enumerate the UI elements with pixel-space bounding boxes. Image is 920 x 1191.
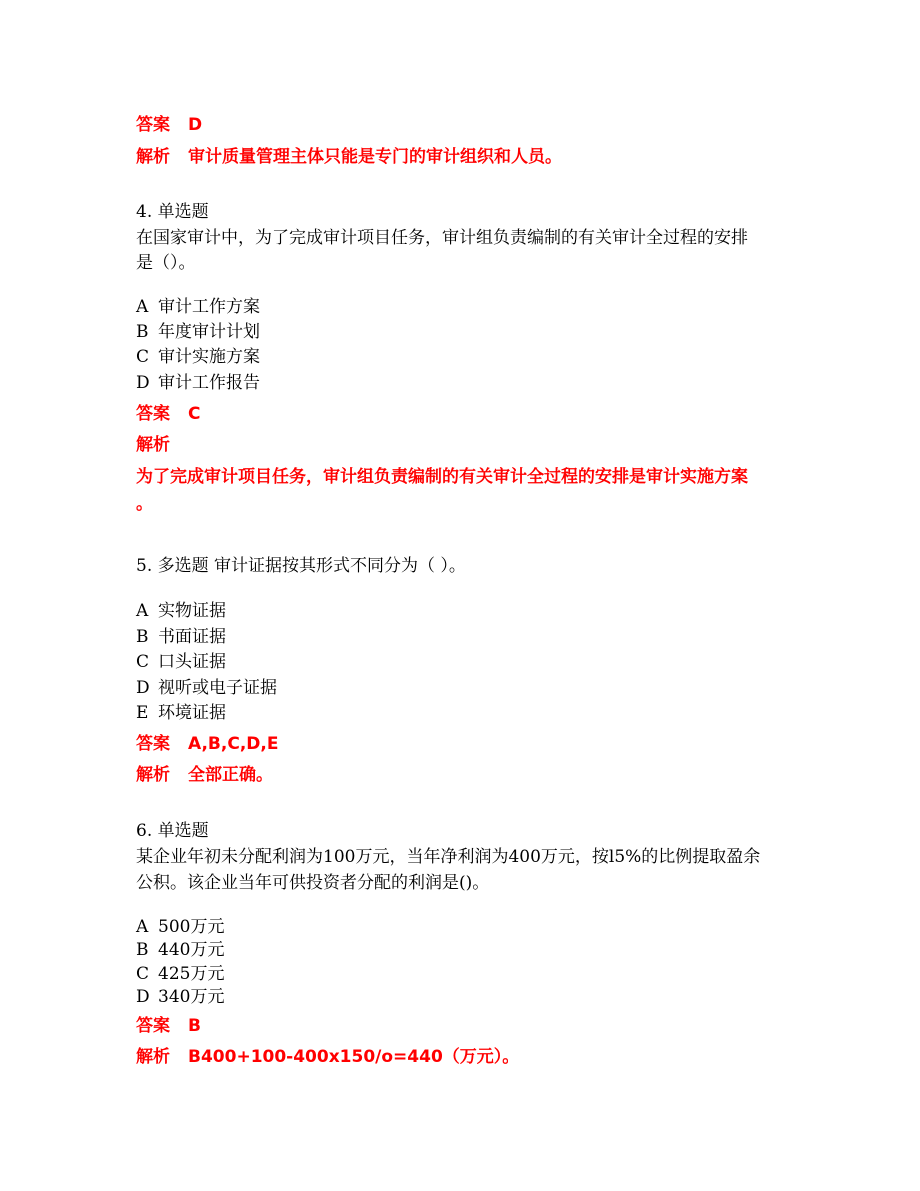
answer-label: 答案 [136, 404, 170, 424]
answer-label: 答案 [136, 115, 170, 135]
q6-option-b [136, 939, 224, 961]
q4-option-b [136, 321, 260, 343]
q4-header: 4. 单选题 [136, 202, 209, 222]
option-letter: A [136, 601, 149, 621]
explanation-label: 解析 [136, 765, 170, 785]
option-text: 实物证据 [158, 601, 226, 621]
option-letter: A [136, 917, 149, 937]
answer-label: 答案 [136, 1016, 170, 1036]
option-letter: C [136, 652, 150, 672]
option-text: 440万元 [158, 940, 225, 960]
q4-answer-value: C [188, 404, 201, 424]
option-letter: D [136, 373, 150, 393]
option-text: 审计实施方案 [158, 347, 260, 367]
q3-answer [136, 114, 202, 136]
q5-option-e [136, 702, 226, 724]
q5-answer [136, 733, 278, 755]
option-text: 500万元 [158, 917, 225, 937]
q5-option-b [136, 626, 226, 648]
q4-option-a [136, 296, 260, 318]
q3-explanation [136, 146, 562, 168]
q3-answer-value: D [188, 115, 203, 135]
option-text: 审计工作报告 [158, 373, 260, 393]
option-letter: E [136, 703, 149, 723]
q6-explanation [136, 1046, 519, 1068]
q4-explanation-line1: 为了完成审计项目任务，审计组负责编制的有关审计全过程的安排是审计实施方案 [136, 467, 748, 487]
q6-header: 6. 单选题 [136, 821, 209, 841]
option-text: 口头证据 [158, 652, 226, 672]
option-letter: B [136, 940, 149, 960]
q6-answer-value: B [188, 1016, 201, 1036]
q5-header: 5. 多选题 审计证据按其形式不同分为（ ）。 [136, 556, 466, 576]
option-letter: B [136, 322, 149, 342]
option-text: 425万元 [158, 964, 225, 984]
q6-option-d [136, 986, 224, 1008]
q4-answer [136, 403, 200, 425]
explanation-label: 解析 [136, 435, 170, 455]
q5-answer-value: A,B,C,D,E [188, 734, 279, 754]
q4-stem-line1: 在国家审计中，为了完成审计项目任务，审计组负责编制的有关审计全过程的安排 [136, 228, 748, 248]
q6-stem-line1: 某企业年初未分配利润为100万元，当年净利润为400万元，按l5%的比例提取盈余 [136, 847, 761, 867]
option-letter: A [136, 297, 149, 317]
option-text: 审计工作方案 [158, 297, 260, 317]
q6-option-a [136, 916, 224, 938]
q5-option-c [136, 651, 226, 673]
option-letter: B [136, 627, 149, 647]
q6-answer [136, 1015, 201, 1037]
explanation-label: 解析 [136, 147, 170, 167]
q5-explanation-text: 全部正确。 [188, 765, 273, 785]
option-text: 340万元 [158, 987, 225, 1007]
q5-explanation [136, 764, 273, 786]
q3-explanation-text: 审计质量管理主体只能是专门的审计组织和人员。 [188, 147, 562, 167]
option-letter: C [136, 964, 150, 984]
option-text: 视听或电子证据 [158, 678, 277, 698]
option-text: 环境证据 [158, 703, 226, 723]
q6-option-c [136, 963, 224, 985]
option-text: 书面证据 [158, 627, 226, 647]
answer-label: 答案 [136, 734, 170, 754]
option-text: 年度审计计划 [158, 322, 260, 342]
q4-explanation-line2: 。 [136, 494, 153, 514]
q4-stem-line2: 是（）。 [136, 253, 196, 273]
q6-explanation-text: B400+100-400x150/o=440（万元）。 [188, 1047, 520, 1067]
option-letter: D [136, 678, 150, 698]
option-letter: C [136, 347, 150, 367]
q4-explanation-label [136, 434, 170, 456]
q4-option-c [136, 346, 260, 368]
q5-option-a [136, 600, 226, 622]
option-letter: D [136, 987, 150, 1007]
q4-option-d [136, 372, 260, 394]
q6-stem-line2: 公积。该企业当年可供投资者分配的利润是()。 [136, 873, 490, 893]
explanation-label: 解析 [136, 1047, 170, 1067]
q5-option-d [136, 677, 277, 699]
